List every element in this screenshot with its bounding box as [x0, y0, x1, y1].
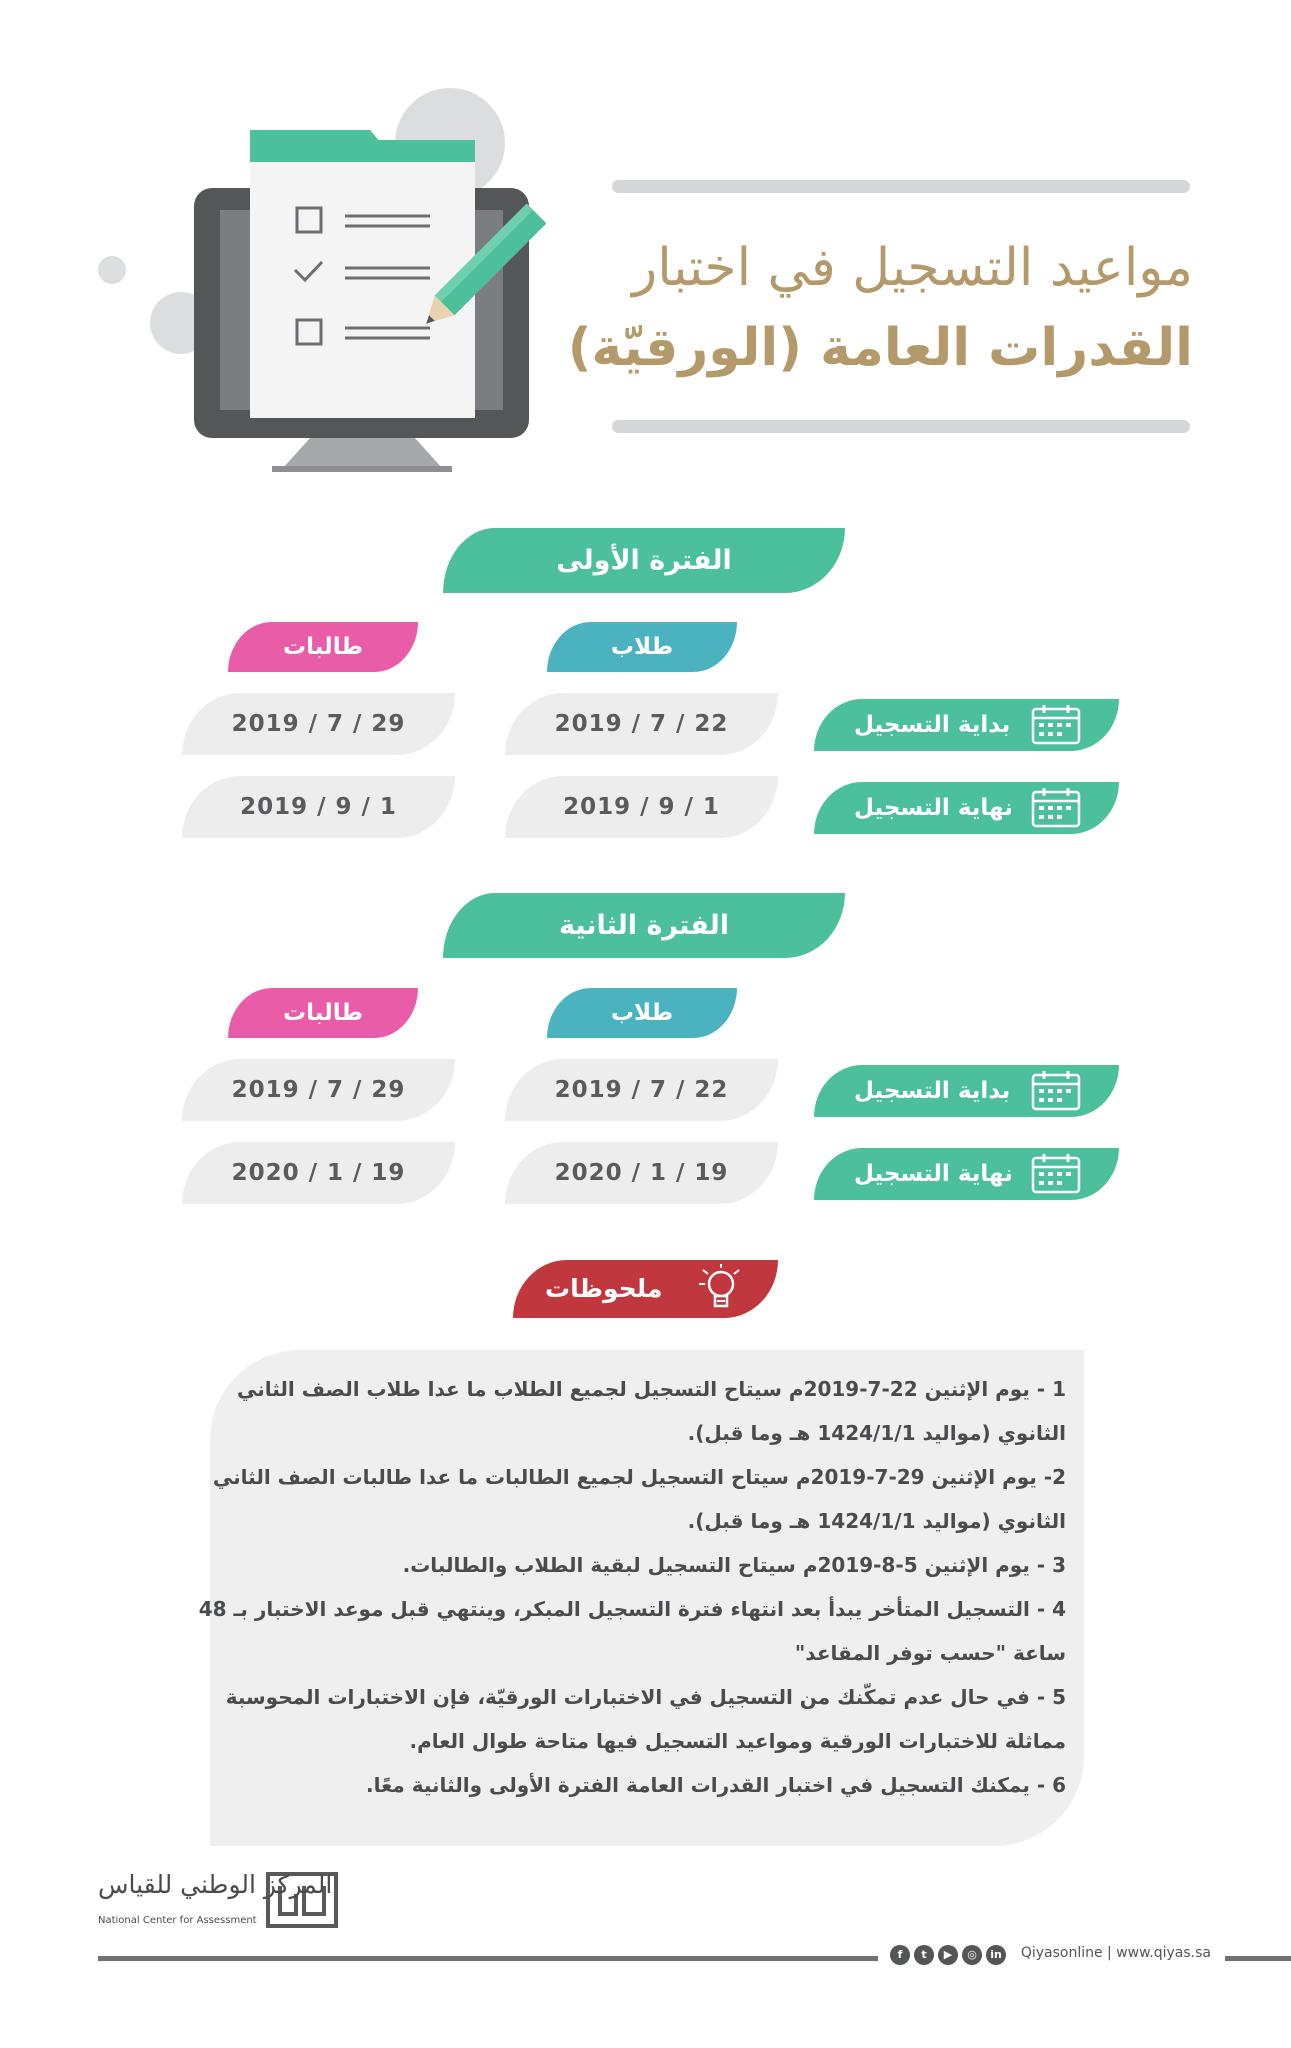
note-line: 3 - يوم الإثنين 5-8-2019م سيتاح التسجيل لبقية الطلاب والطالبات.	[402, 1553, 1066, 1577]
note-line: الثانوي (مواليد 1424/1/1 هـ وما قبل).	[687, 1509, 1066, 1533]
period-1-end-label	[814, 782, 1119, 834]
note-line: ساعة "حسب توفر المقاعد"	[794, 1641, 1066, 1665]
period-2-female-start-date: 2019 / 7 / 29	[182, 1059, 455, 1121]
instagram-icon[interactable]: ◎	[962, 1945, 982, 1965]
start-label-text: بداية التسجيل	[854, 712, 1011, 738]
notes-header	[513, 1260, 778, 1318]
period-2-male-start-date: 2019 / 7 / 22	[505, 1059, 778, 1121]
period-2-title: الفترة الثانية	[443, 893, 845, 958]
period-2-male-header: طلاب	[547, 988, 737, 1038]
decor-circle-small	[98, 256, 126, 284]
calendar-icon	[1029, 1152, 1083, 1196]
linkedin-icon[interactable]: in	[986, 1945, 1006, 1965]
note-line: 1 - يوم الإثنين 22-7-2019م سيتاح التسجيل لجميع الطلاب ما عدا طلاب الصف الثاني	[236, 1377, 1066, 1401]
calendar-icon	[1029, 786, 1083, 830]
page-title-line2: القدرات العامة (الورقيّة)	[567, 318, 1193, 378]
calendar-icon	[1029, 1069, 1083, 1113]
end-label-text: نهاية التسجيل	[854, 795, 1013, 821]
footer-rule-left	[98, 1956, 878, 1961]
period-2-female-end-date: 2020 / 1 / 19	[182, 1142, 455, 1204]
title-bottom-bar	[612, 420, 1190, 433]
note-line: الثانوي (مواليد 1424/1/1 هـ وما قبل).	[687, 1421, 1066, 1445]
period-2-start-label	[814, 1065, 1119, 1117]
org-name-en: National Center for Assessment	[98, 1915, 257, 1926]
period-1-title: الفترة الأولى	[443, 528, 845, 593]
period-1-female-end-date: 2019 / 9 / 1	[182, 776, 455, 838]
period-2-male-end-date: 2020 / 1 / 19	[505, 1142, 778, 1204]
period-1-start-label	[814, 699, 1119, 751]
start-label-text: بداية التسجيل	[854, 1078, 1011, 1104]
period-2-end-label	[814, 1148, 1119, 1200]
lightbulb-icon	[691, 1264, 751, 1314]
end-label-text: نهاية التسجيل	[854, 1161, 1013, 1187]
page-title-line1: مواعيد التسجيل في اختبار	[632, 238, 1193, 298]
footer-rule-right	[1225, 1956, 1291, 1961]
calendar-icon	[1029, 703, 1083, 747]
notes-title: ملحوظات	[545, 1274, 663, 1303]
footer-handle[interactable]: Qiyasonline | www.qiyas.sa	[1020, 1945, 1211, 1961]
youtube-icon[interactable]: ▶	[938, 1945, 958, 1965]
period-1-female-header: طالبات	[228, 622, 418, 672]
period-2-female-header: طالبات	[228, 988, 418, 1038]
period-1-male-end-date: 2019 / 9 / 1	[505, 776, 778, 838]
twitter-icon[interactable]: t	[914, 1945, 934, 1965]
period-1-male-header: طلاب	[547, 622, 737, 672]
note-line: مماثلة للاختبارات الورقية ومواعيد التسجيل فيها متاحة طوال العام.	[409, 1729, 1066, 1753]
note-line: 4 - التسجيل المتأخر يبدأ بعد انتهاء فترة التسجيل المبكر، وينتهي قبل موعد الاختبار بـ 48	[198, 1597, 1066, 1621]
org-name-ar: المركز الوطني للقياس	[98, 1870, 333, 1899]
note-line: 5 - في حال عدم تمكّنك من التسجيل في الاختبارات الورقيّة، فإن الاختبارات المحوسبة	[225, 1685, 1066, 1709]
period-1-male-start-date: 2019 / 7 / 22	[505, 693, 778, 755]
period-1-female-start-date: 2019 / 7 / 29	[182, 693, 455, 755]
note-line: 6 - يمكنك التسجيل في اختبار القدرات العامة الفترة الأولى والثانية معًا.	[365, 1773, 1066, 1797]
facebook-icon[interactable]: f	[890, 1945, 910, 1965]
note-line: 2- يوم الإثنين 29-7-2019م سيتاح التسجيل لجميع الطالبات ما عدا طالبات الصف الثاني	[212, 1465, 1066, 1489]
title-top-bar	[612, 180, 1190, 193]
monitor-checklist-icon	[180, 120, 580, 480]
